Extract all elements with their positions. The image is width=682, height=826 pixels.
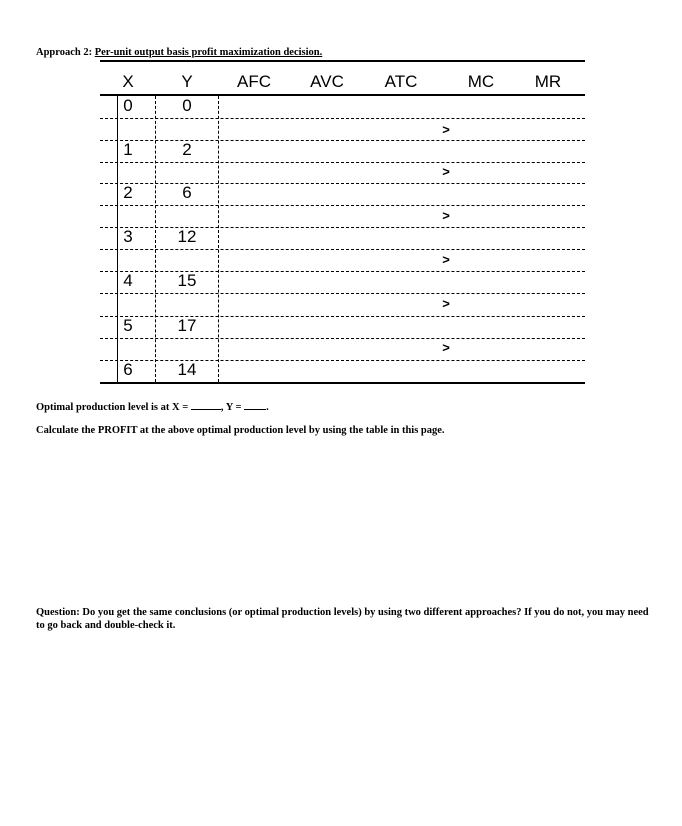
col-header-avc: AVC — [310, 72, 344, 91]
table-bottom-rule — [100, 382, 585, 384]
optimal-x-blank[interactable] — [191, 399, 221, 410]
row-divider — [100, 271, 585, 272]
row-divider — [100, 249, 585, 250]
question-text: Question: Do you get the same conclusions (or optimal production levels) by using two different approaches? If you do not, you may need to go back and double-check it. — [36, 607, 649, 631]
heading-title: Per-unit output basis profit maximization decision. — [94, 47, 323, 58]
row-divider — [100, 118, 585, 119]
col-header-afc: AFC — [237, 72, 271, 91]
row-divider — [100, 162, 585, 163]
optimal-y-blank[interactable] — [244, 399, 266, 410]
profit-instruction: Calculate the PROFIT at the above optimal production level by using the table in this page. — [36, 425, 445, 436]
col-header-mr: MR — [534, 72, 562, 91]
row-divider — [100, 360, 585, 361]
optimal-production-line — [36, 399, 269, 413]
cell-y: 14 — [177, 360, 197, 379]
cell-x: 3 — [123, 227, 133, 246]
row-divider — [100, 205, 585, 206]
cell-x: 6 — [123, 360, 133, 379]
col-header-x: X — [122, 72, 134, 91]
cell-x: 4 — [123, 271, 133, 290]
row-divider — [100, 316, 585, 317]
mc-marker: > — [442, 252, 450, 267]
column-divider — [155, 96, 156, 382]
mc-marker: > — [442, 164, 450, 179]
col-header-y: Y — [181, 72, 193, 91]
optimal-end: . — [266, 402, 269, 413]
cell-x: 2 — [123, 183, 133, 202]
row-divider — [100, 183, 585, 184]
cell-x: 0 — [123, 96, 133, 115]
heading-rule — [100, 60, 585, 62]
row-divider — [100, 140, 585, 141]
heading-prefix: Approach 2: — [36, 47, 95, 58]
row-divider — [100, 227, 585, 228]
cell-y: 15 — [177, 271, 197, 290]
mc-marker: > — [442, 122, 450, 137]
cell-y: 17 — [177, 316, 197, 335]
row-divider — [100, 338, 585, 339]
column-divider — [117, 96, 118, 382]
cell-y: 0 — [182, 96, 192, 115]
mc-marker: > — [442, 208, 450, 223]
header-rule — [100, 94, 585, 96]
cell-x: 1 — [123, 140, 133, 159]
optimal-x-label: Optimal production level is at X = — [36, 402, 191, 413]
optimal-y-label: , Y = — [220, 402, 245, 413]
cell-y: 2 — [182, 140, 192, 159]
mc-marker: > — [442, 296, 450, 311]
mc-marker: > — [442, 340, 450, 355]
row-divider — [100, 293, 585, 294]
col-header-mc: MC — [467, 72, 495, 91]
col-header-atc: ATC — [384, 72, 418, 91]
cell-y: 12 — [177, 227, 197, 246]
section-heading — [36, 47, 322, 58]
cell-x: 5 — [123, 316, 133, 335]
cell-y: 6 — [182, 183, 192, 202]
column-divider — [218, 96, 219, 382]
